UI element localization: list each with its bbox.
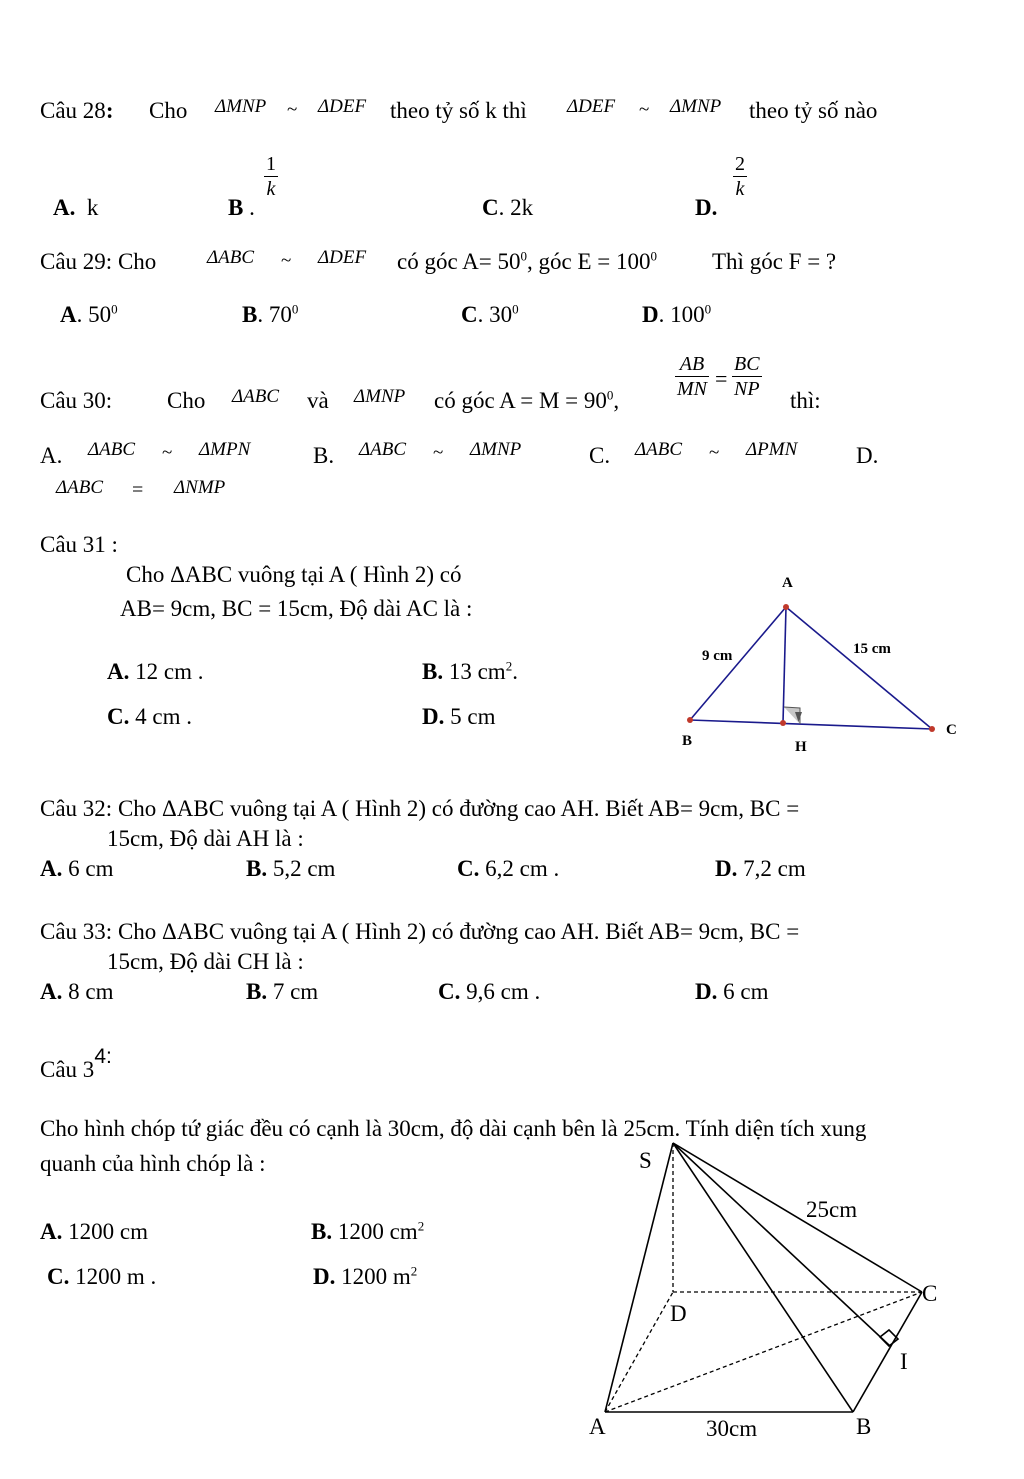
q28-colon: : xyxy=(105,98,114,123)
fig2-label-c: C xyxy=(946,722,957,738)
q32-option-d[interactable]: D. 7,2 cm xyxy=(715,856,806,881)
fig3-slant-si xyxy=(673,1143,890,1346)
q28-cho: Cho xyxy=(149,98,188,123)
q34-label: Câu 34: xyxy=(40,1045,112,1082)
fig2-label-a: A xyxy=(782,575,793,591)
q30-triangle-mnp: ΔMNP xyxy=(354,386,406,407)
q31-option-b[interactable]: B. 13 $cm^2$. xyxy=(422,658,518,684)
q30-cho: Cho xyxy=(167,388,206,413)
fig3-label-base-length: 30cm xyxy=(706,1416,758,1441)
q29-similar: ~ xyxy=(281,250,292,271)
q28-triangle-def: ΔDEF xyxy=(318,96,367,117)
q33-option-c[interactable]: C. 9,6 cm . xyxy=(438,979,541,1004)
q28-triangle-def-2: ΔDEF xyxy=(567,96,616,117)
q32-option-b[interactable]: B. 5,2 cm xyxy=(246,856,336,881)
q28-option-d-fraction: 2 k xyxy=(735,153,745,200)
q34-line1: Cho hình chóp tứ giác đều có cạnh là 30cm, độ dài cạnh bên là 25cm. Tính diện tích xung xyxy=(40,1116,867,1141)
q33-option-b[interactable]: B. 7 cm xyxy=(246,979,319,1004)
fig3-label-c: C xyxy=(922,1281,938,1306)
q32-option-a[interactable]: A. 6 cm xyxy=(40,856,114,881)
q30-option-c-label[interactable]: C. xyxy=(589,443,611,468)
q29-option-b[interactable]: B. $70^0$ xyxy=(242,301,299,327)
fig2-label-ab-length: 9 cm xyxy=(702,648,733,664)
q33-option-d[interactable]: D. 6 cm xyxy=(695,979,769,1004)
q30-option-a-sim: ~ xyxy=(162,442,173,463)
q30-option-d-eq: = xyxy=(132,479,144,501)
fig3-edge-bc xyxy=(853,1292,922,1412)
q29-triangle-abc: ΔABC xyxy=(207,247,255,268)
q30-fraction-ab-mn: AB MN xyxy=(677,353,707,400)
fig3-label-s: S xyxy=(639,1148,652,1173)
q28-triangle-mnp-2: ΔMNP xyxy=(670,96,722,117)
q31-line1: Cho ΔABC vuông tại A ( Hình 2) có xyxy=(126,562,462,587)
q29-option-d[interactable]: D. $100^0$ xyxy=(642,301,712,327)
fig2-label-bc-length: 15 cm xyxy=(853,641,891,657)
fig3-edge-sb xyxy=(673,1143,853,1412)
q30-option-b-t1: ΔABC xyxy=(359,439,407,460)
q30-option-b-t2: ΔMNP xyxy=(470,439,522,460)
fig3-edge-ad xyxy=(605,1292,673,1412)
q30-option-a-label[interactable]: A. xyxy=(40,443,63,468)
q29-triangle-def: ΔDEF xyxy=(318,247,367,268)
q30-label: Câu 30: xyxy=(40,388,113,413)
q30-option-c-t1: ΔABC xyxy=(635,439,683,460)
fig3-label-i: I xyxy=(900,1349,908,1374)
q29-condition: có góc $A= 50^0$, góc $E = 100^0$ xyxy=(397,248,657,274)
fig3-label-b: B xyxy=(856,1414,872,1439)
q34-option-a[interactable]: A. 1200 cm xyxy=(40,1219,148,1244)
q30-option-c-t2: ΔPMN xyxy=(746,439,798,460)
q28-triangle-mnp: ΔMNP xyxy=(215,96,267,117)
fig3-label-d: D xyxy=(670,1301,687,1326)
q30-option-d-label[interactable]: D. xyxy=(856,443,879,468)
q28-tail: theo tỷ số nào xyxy=(749,98,878,123)
q34-line2: quanh của hình chóp là : xyxy=(40,1151,266,1176)
q30-equals: = xyxy=(715,366,728,391)
fig2-label-h: H xyxy=(795,739,807,755)
q30-fraction-bc-np: BC NP xyxy=(734,353,760,400)
q28-option-a[interactable]: A. k xyxy=(53,195,99,220)
q30-option-d-t2: ΔNMP xyxy=(174,477,226,498)
q31-option-d[interactable]: D. 5 cm xyxy=(422,704,496,729)
q28-similar-1: ~ xyxy=(287,99,298,120)
q33-option-a[interactable]: A. 8 cm xyxy=(40,979,114,1004)
q29-question: Thì góc F = ? xyxy=(712,249,837,274)
q29-option-c[interactable]: C. $30^0$ xyxy=(461,301,519,327)
q28-option-b-fraction: 1 k xyxy=(266,153,276,200)
q30-va: và xyxy=(307,388,329,413)
fig3-edge-sc xyxy=(673,1143,922,1292)
fig3-label-edge-length: 25cm xyxy=(806,1197,858,1222)
q32-line1: Câu 32: Cho ΔABC vuông tại A ( Hình 2) có đường cao AH. Biết AB= 9cm, BC = xyxy=(40,796,800,821)
q33-line2: 15cm, Độ dài CH là : xyxy=(107,949,304,974)
q30-thi: thì: xyxy=(790,388,821,413)
q28-mid-text: theo tỷ số k thì xyxy=(390,98,527,123)
q30-option-d-t1: ΔABC xyxy=(56,477,104,498)
q28-similar-2: ~ xyxy=(639,99,650,120)
q34-option-c[interactable]: C. 1200 m . xyxy=(47,1264,157,1289)
q31-line2: AB= 9cm, BC = 15cm, Độ dài AC là : xyxy=(120,596,473,621)
q30-triangle-abc: ΔABC xyxy=(232,386,280,407)
q29-prefix: Câu 29: Cho xyxy=(40,249,157,274)
q30-option-c-sim: ~ xyxy=(709,442,720,463)
fig2-label-b: B xyxy=(682,733,693,749)
q30-option-a-t1: ΔABC xyxy=(88,439,136,460)
q30-option-b-sim: ~ xyxy=(433,442,444,463)
q30-option-a-t2: ΔMPN xyxy=(199,439,251,460)
q28-option-b[interactable]: B . xyxy=(228,195,255,220)
q30-condition: có góc $A = M = 90^0$, xyxy=(434,387,620,413)
q28-label: Câu 28 xyxy=(40,98,106,123)
q34-option-b[interactable]: B. 1200 $cm^2$ xyxy=(311,1218,425,1244)
q33-line1: Câu 33: Cho ΔABC vuông tại A ( Hình 2) có đường cao AH. Biết AB= 9cm, BC = xyxy=(40,919,800,944)
q32-option-c[interactable]: C. 6,2 cm . xyxy=(457,856,560,881)
q28-option-d[interactable]: D. xyxy=(695,195,718,220)
fig3-diagonal-ac xyxy=(605,1292,922,1412)
q31-option-a[interactable]: A. 12 cm . xyxy=(107,659,204,684)
q34-option-d[interactable]: D. 1200 $m^2$ xyxy=(313,1263,418,1289)
q31-option-c[interactable]: C. 4 cm . xyxy=(107,704,192,729)
q30-option-b-label[interactable]: B. xyxy=(313,443,335,468)
q31-label: Câu 31 : xyxy=(40,532,118,557)
fig3-label-a: A xyxy=(589,1414,606,1439)
fig3-edge-sa xyxy=(605,1143,673,1412)
q32-line2: 15cm, Độ dài AH là : xyxy=(107,826,304,851)
q29-option-a[interactable]: A. $50^0$ xyxy=(60,301,118,327)
q28-option-c[interactable]: C. 2k xyxy=(482,195,534,220)
